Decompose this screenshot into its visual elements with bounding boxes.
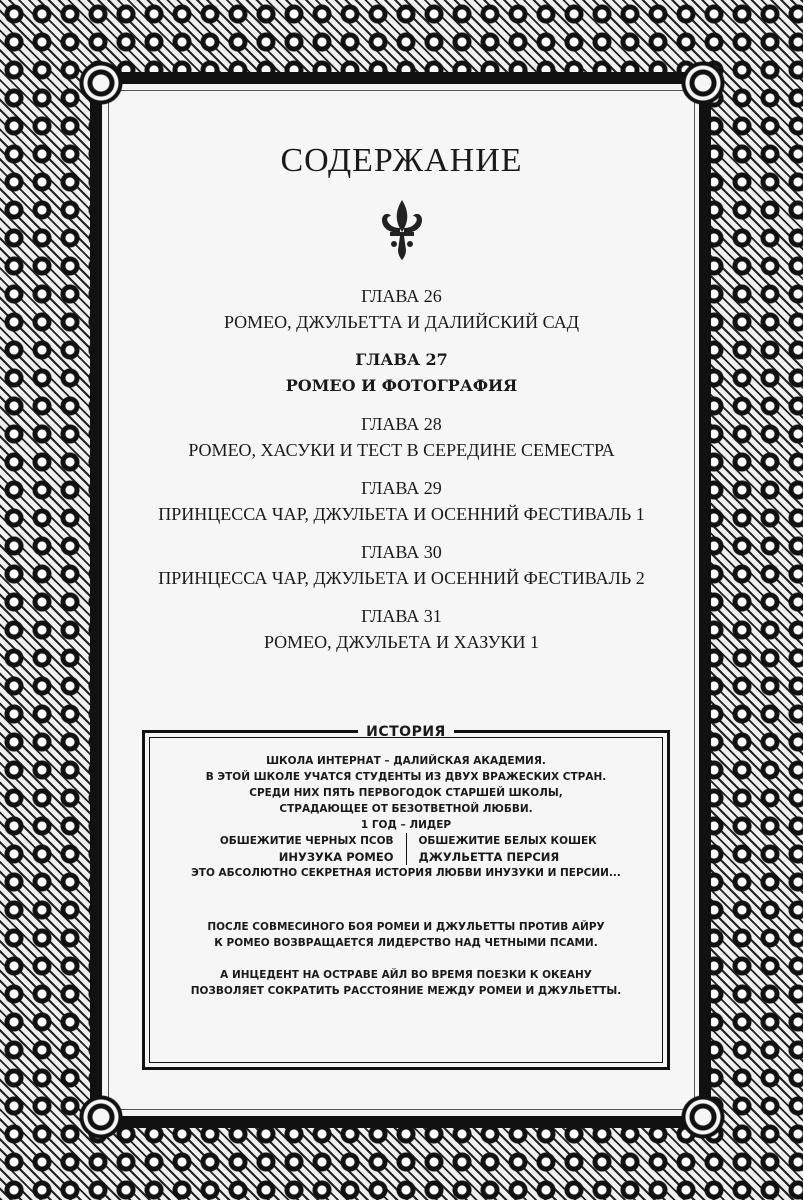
toc-entry <box>0 411 803 475</box>
right-dorm-name: ОБШЕЖИТИЕ БЕЛЫХ КОШЕК <box>418 835 597 847</box>
left-leader-name: ИНУЗУКА РОМЕО <box>278 850 394 864</box>
chapter-title: ПРИНЦЕССА ЧАР, ДЖУЛЬЕТА И ОСЕННИЙ ФЕСТИВАЛЬ 1 <box>158 504 645 524</box>
page-title: СОДЕРЖАНИЕ <box>280 142 523 179</box>
corner-ornament-icon <box>78 60 124 106</box>
story-paragraph-line: ПОЗВОЛЯЕТ СОКРАТИТЬ РАССТОЯНИЕ МЕЖДУ РОМЕИ И ДЖУЛЬЕТТЫ. <box>190 985 622 997</box>
table-of-contents <box>0 283 803 667</box>
chapter-number: ГЛАВА 26 <box>361 286 442 306</box>
chapter-number: ГЛАВА 30 <box>361 542 442 562</box>
toc-entry <box>0 539 803 603</box>
story-box <box>142 724 670 1070</box>
story-label-text: ИСТОРИЯ <box>358 724 454 740</box>
chapter-title: РОМЕО, ХАСУКИ И ТЕСТ В СЕРЕДИНЕ СЕМЕСТРА <box>188 440 615 460</box>
dorm-columns <box>155 833 657 865</box>
toc-entry <box>0 603 803 667</box>
right-leader-name: ДЖУЛЬЕТТА ПЕРСИЯ <box>418 850 560 864</box>
chapter-title: РОМЕО, ДЖУЛЬЕТТА И ДАЛИЙСКИЙ САД <box>223 312 580 332</box>
story-line: СТРАДАЮЩЕЕ ОТ БЕЗОТВЕТНОЙ ЛЮБВИ. <box>279 803 533 815</box>
toc-entry <box>0 283 803 347</box>
corner-ornament-icon <box>78 1094 124 1140</box>
fleur-de-lis-icon <box>376 198 428 262</box>
corner-ornament-icon <box>680 1094 726 1140</box>
chapter-number: ГЛАВА 27 <box>355 350 448 369</box>
chapter-title: РОМЕО И ФОТОГРАФИЯ <box>285 376 518 395</box>
corner-ornament-icon <box>680 60 726 106</box>
toc-entry <box>0 347 803 411</box>
story-text <box>155 753 657 999</box>
spacer <box>155 881 657 919</box>
story-line: 1 ГОД – ЛИДЕР <box>360 819 452 831</box>
chapter-number: ГЛАВА 29 <box>361 478 442 498</box>
toc-entry <box>0 475 803 539</box>
chapter-title: ПРИНЦЕССА ЧАР, ДЖУЛЬЕТА И ОСЕННИЙ ФЕСТИВАЛЬ 2 <box>158 568 645 588</box>
story-label <box>145 721 667 740</box>
chapter-number: ГЛАВА 31 <box>361 606 442 626</box>
story-secret-line: ЭТО АБСОЛЮТНО СЕКРЕТНАЯ ИСТОРИЯ ЛЮБВИ ИНУЗУКИ И ПЕРСИИ... <box>191 867 621 879</box>
left-dorm <box>214 833 407 865</box>
chapter-number: ГЛАВА 28 <box>361 414 442 434</box>
story-paragraph-line: ПОСЛЕ СОВМЕСИНОГО БОЯ РОМЕИ И ДЖУЛЬЕТТЫ ПРОТИВ АЙРУ <box>207 921 605 933</box>
spacer <box>155 951 657 967</box>
story-paragraph-line: А ИНЦЕДЕНТ НА ОСТРАВЕ АЙЛ ВО ВРЕМЯ ПОЕЗКИ К ОКЕАНУ <box>220 969 592 981</box>
right-dorm <box>407 833 599 865</box>
story-line: ШКОЛА ИНТЕРНАТ – ДАЛИЙСКАЯ АКАДЕМИЯ. <box>266 755 546 767</box>
story-line: В ЭТОЙ ШКОЛЕ УЧАТСЯ СТУДЕНТЫ ИЗ ДВУХ ВРАЖЕСКИХ СТРАН. <box>205 771 607 783</box>
story-paragraph-line: К РОМЕО ВОЗВРАЩАЕТСЯ ЛИДЕРСТВО НАД ЧЕТНЫМИ ПСАМИ. <box>214 937 598 949</box>
left-dorm-name: ОБШЕЖИТИЕ ЧЕРНЫХ ПСОВ <box>219 835 394 847</box>
story-line: СРЕДИ НИХ ПЯТЬ ПЕРВОГОДОК СТАРШЕЙ ШКОЛЫ, <box>249 787 563 799</box>
chapter-title: РОМЕО, ДЖУЛЬЕТА И ХАЗУКИ 1 <box>263 632 540 652</box>
